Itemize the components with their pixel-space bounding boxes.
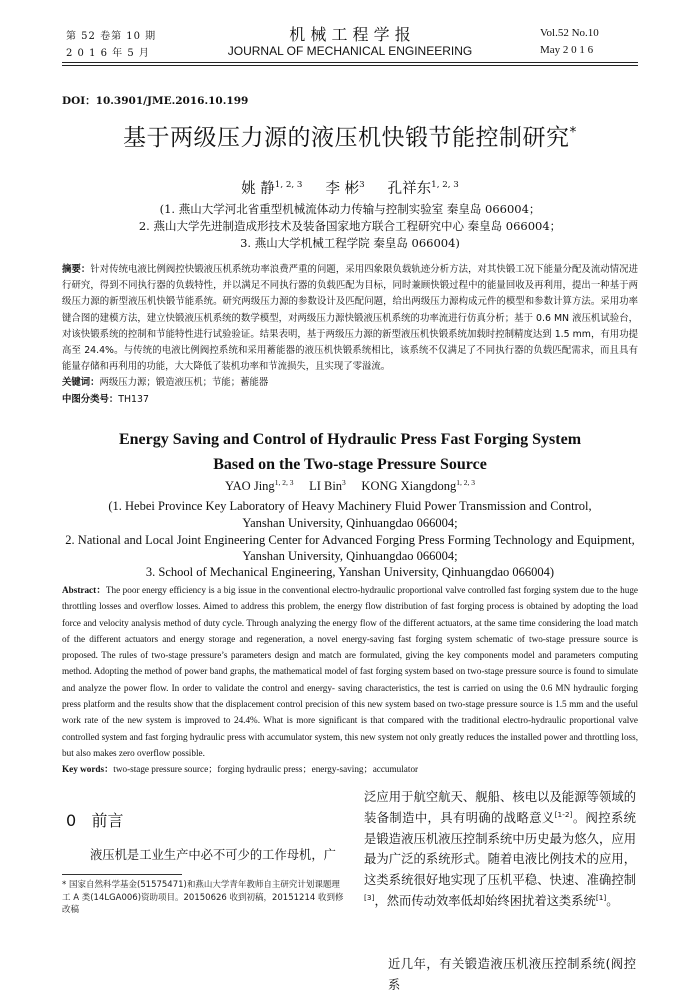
abstract-cn-label: 摘要： [62, 264, 91, 275]
affiliation-en: (1. Hebei Province Key Laboratory of Heavy Machinery Fluid Power Transmission and Control, [108, 499, 592, 513]
citation: [3] [364, 892, 375, 902]
abstract-en-text: The poor energy efficiency is a big issue in the conventional electro-hydraulic proportional valve controlled fast forging system due to the huge throttling losses and overflow losses. Aimed to address this problem, the energy flow distribution of fast forging process is obtained by adopting the load force and velocity analysis method of duty cycle. Through analyzing the energy flow of the different actuators, at the same time considering the load match of the different actuators and energy storage and regeneration, a novel energy-saving fast forging system schematic of two-stage pressure source is proposed. The rules of two-stage pressure’s parameters design and match are formulated, giving the key components model and parameters computing method. Adopting the method of power band graphs, the mathematical model of fast forging system based on two-stage pressure source is found to simulate and analyze the power flow. In order to validate the control and energy- saving characteristics, the test is carried on using the 0.6 MN hydraulic forging press platform and the results show that the displacement control precision of this new system based on two-stage pressure source is 1.5 mm and the useful work rate of the new system is improved to 24.4%. What is more significant is that compared with the traditional electro-hydraulic proportional valve controlled system and fast forging hydraulic press with accumulator system, this new system not only greatly reduces the installed power and throttling loss, but also makes zero overflow possible. [62, 585, 638, 758]
author-en: YAO Jing [225, 479, 275, 493]
abstract-cn-text: 针对传统电液比例阀控快锻液压机系统功率浪费严重的问题，采用四象限负载轨迹分析方法，对其快锻工况下能量分配及流动情况进行研究，得到不同执行器的负载特性，并以满足不同执行器的负载匹配为目标，同时兼顾快锻过程中的能量回收及再利用，提出一种基于两级压力源的新型液压机快锻节能系统。研究两级压力源的参数设计及匹配问题，给出两级压力源构成元件的模型和参数计算方法。采用功率键合图的建模方法，建立快锻液压机系统的数学模型，对两级压力源快锻液压机系统的功率流进行仿真分析；基于 0.6 MN 液压机试验台，对该快锻系统的控制和节能特性进行试验验证。结果表明，基于两级压力源的新型液压机快锻系统加载时控制精度达到 1.5 mm，有用功提高至 24.4%。与传统的电液比例阀控系统和采用蓄能器的液压机快锻系统相比，该系统不仅满足了不同执行器的负载匹配需求，而且具有能量存储和再利用的功能，大大降低了装机功率和节流损失，且实现了零溢流。 [62, 264, 638, 373]
citation: [1-2] [554, 809, 573, 819]
right-col-text: ，然而传动效率低却始终困扰着这类系统 [374, 893, 596, 908]
doi: DOI：10.3901/JME.2016.10.199 [62, 95, 249, 107]
right-col-text: 泛应用于航空航天、舰船、核电以及能源等领域的装备制造中，具有明确的战略意义 [364, 790, 636, 825]
affiliation-en: 2. National and Local Joint Engineering Center for Advanced Forging Press Forming Technology and Equipment, [65, 533, 635, 547]
affiliation-en: Yanshan University, Qinhuangdao 066004; [242, 549, 458, 563]
title-en-line: Based on the Two-stage Pressure Source [213, 456, 487, 473]
abstract-cn [62, 262, 638, 408]
keywords-cn-label: 关键词： [62, 377, 100, 389]
title-cn-text: 基于两级压力源的液压机快锻节能控制研究 [123, 125, 570, 151]
keywords-cn: 两级压力源；锻造液压机；节能；蓄能器 [99, 377, 269, 389]
paper-title-cn [62, 119, 638, 152]
keywords-en-label: Key words [62, 764, 105, 775]
title-en-line: Energy Saving and Control of Hydraulic Press Fast Forging System [118, 431, 582, 448]
affiliation-cn: 3. 燕山大学机械工程学院 秦皇岛 066004) [240, 236, 460, 250]
author-cn: 李 彬 [325, 181, 360, 197]
title-cn-footnote-mark: * [569, 124, 577, 141]
section-heading [66, 808, 123, 831]
author-en: KONG Xiangdong [361, 479, 457, 493]
affiliation-cn: (1. 燕山大学河北省重型机械流体动力传输与控制实验室 秦皇岛 066004； [159, 202, 541, 216]
author-en-sup: 3 [342, 477, 346, 487]
footnote: * 国家自然科学基金(51575471)和燕山大学青年教师自主研究计划课题理工 A 类(14LGA006)资助项目。20150626 收到初稿，20151214 收到修改稿 [62, 880, 344, 915]
affiliation-en: Yanshan University, Qinhuangdao 066004; [242, 516, 458, 530]
footnote-rule [62, 874, 182, 875]
journal-title-en: JOURNAL OF MECHANICAL ENGINEERING [227, 44, 473, 58]
right-col-text: 。 [606, 893, 619, 908]
right-column-paragraph [364, 787, 636, 912]
classification-label: 中图分类号： [62, 393, 119, 405]
left-column-paragraph: 液压机是工业生产中必不可少的工作母机，广 [90, 848, 336, 862]
author-cn: 姚 静 [241, 181, 275, 197]
header-volume-en: Vol.52 No.10 [540, 27, 599, 39]
abstract-en-label: Abstract [62, 585, 97, 595]
authors-en [62, 479, 638, 494]
header-date-cn: 2 0 1 6 年 5 月 [66, 48, 150, 59]
header-date-en: May 2 0 1 6 [540, 44, 594, 56]
right-column-paragraph-2: 近几年，有关锻造液压机液压控制系统(阀控系 [388, 957, 636, 992]
section-number: 0 [66, 811, 77, 830]
affiliation-en: 3. School of Mechanical Engineering, Yanshan University, Qinhuangdao 066004) [145, 565, 555, 579]
authors-cn [62, 177, 638, 198]
author-en-sup: 1, 2, 3 [274, 477, 294, 487]
author-cn-sup: 1, 2, 3 [274, 180, 303, 191]
journal-title-cn: 机 械 工 程 学 报 [289, 25, 411, 44]
paper-title-en [62, 427, 638, 477]
citation: [1] [595, 892, 607, 902]
section-title: 前言 [91, 811, 124, 830]
classification-number: TH137 [118, 393, 149, 405]
affiliation-cn: 2. 燕山大学先进制造成形技术及装备国家地方联合工程研究中心 秦皇岛 066004； [138, 219, 562, 233]
keywords-en: two-stage pressure source；forging hydraulic press；energy-saving；accumulator [113, 764, 419, 775]
author-en-sup: 1, 2, 3 [456, 477, 475, 487]
author-cn-sup: 1, 2, 3 [431, 180, 459, 191]
author-cn: 孔祥东 [387, 181, 432, 197]
right-col-text: 。阀控系统是锻造液压机液压控制系统中历史最为悠久，应用最为广泛的系统形式。随着电液比例技术的应用，这类系统很好地实现了压机平稳、快速、准确控制 [364, 810, 636, 888]
header-rule-top [62, 62, 638, 63]
header-volume-cn: 第 52 卷第 10 期 [66, 31, 157, 42]
author-cn-sup: 3 [359, 180, 365, 191]
abstract-en: Abstract：The poor energy efficiency is a big issue in the conventional electro-hydraulic proportional valve controlled fast forging system due to the huge throttling losses and overflow losses. Aimed to address this problem, the energy flow distribution of fast forging process is obtained by adopting the load force and velocity analysis method of duty cycle. Through analyzing the energy flow of the different actuators, at the same time considering the load match of the different actuators and energy storage and regeneration, a novel energy-saving fast forging system schematic of two-stage pressure source is proposed. The rules of two-stage pressure’s parameters design and match are formulated, giving the key components model and parameters computing method. Adopting the method of power band graphs, the mathematical model of fast forging system based on two-stage pressure source is found to simulate and analyze the power flow. In order to validate the control and energy- saving characteristics, the test is carried on using the 0.6 MN hydraulic forging press platform and the results show that the displacement control precision of this new system based on two-stage pressure source is 1.5 mm and the useful work rate of the new system is improved to 24.4%. What is more significant is that compared with the traditional electro-hydraulic proportional valve controlled system and fast forging hydraulic press with accumulator system, this new system not only greatly reduces the installed power and throttling loss, but also makes zero overflow possible. Key words：two-stage pressure source；forging hydraulic press；energy-saving；accumulator [62, 585, 638, 775]
header-rule-bottom [62, 65, 638, 66]
author-en: LI Bin [309, 479, 343, 493]
